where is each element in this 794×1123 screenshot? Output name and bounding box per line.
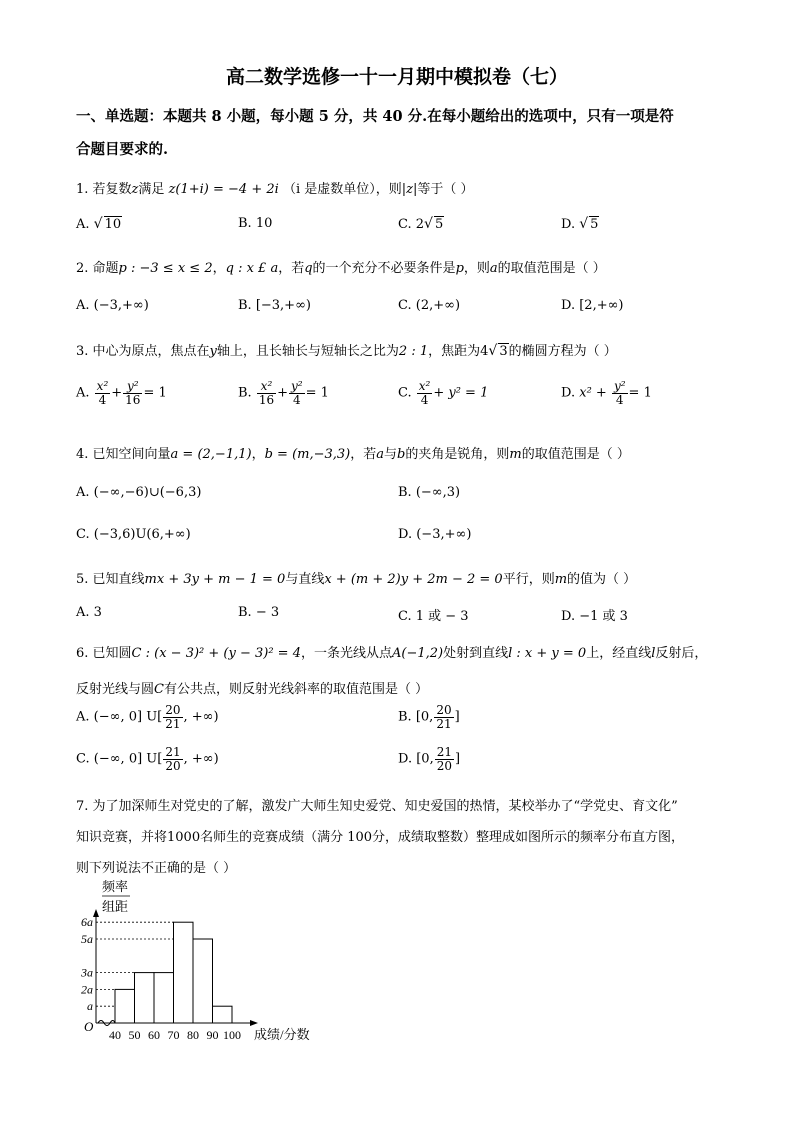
x-tick-label: 70 <box>167 1028 180 1042</box>
q5-option-c[interactable]: C. 1 或 − 3 <box>398 609 469 624</box>
question-7-line3: 则下列说法不正确的是（ ） <box>76 861 237 876</box>
x-tick-label: 80 <box>187 1028 199 1042</box>
x-axis-arrow <box>250 1020 258 1026</box>
x-tick-label: 40 <box>109 1028 121 1042</box>
section-heading-line1: 一、单选题：本题共 8 小题，每小题 5 分，共 40 分.在每小题给出的选项中，只有一项是符 <box>76 108 674 125</box>
origin-label: O <box>84 1019 94 1034</box>
q3-option-c[interactable]: C. $\frac{\text{x²}}{4}$ + y² = 1 <box>398 379 489 407</box>
histogram-bar <box>174 922 194 1023</box>
histogram-bar <box>135 973 155 1023</box>
x-axis-label: 成绩/分数 <box>254 1027 310 1042</box>
y-tick-label: 6a <box>81 915 93 930</box>
q5-option-d[interactable]: D. −1 或 3 <box>561 609 628 624</box>
q2-option-d[interactable]: D. [2,+∞) <box>561 298 624 313</box>
histogram-bar <box>213 1006 233 1023</box>
q3-option-a[interactable]: A. $\frac{\text{x²}}{4}$ + $\frac{\text{y²}}{16}$ = 1 <box>76 379 167 407</box>
q4-option-b[interactable]: B. (−∞,3) <box>398 485 461 500</box>
q6-option-c[interactable]: C. (−∞, 0] U[ $\frac{21}{20}$ , +∞) <box>76 745 219 773</box>
q2-option-b[interactable]: B. [−3,+∞) <box>238 298 311 313</box>
q2-option-a[interactable]: A. (−3,+∞) <box>76 298 149 313</box>
question-6-line2: 反射光线与圆C有公共点，则反射光线斜率的取值范围是（ ） <box>76 682 429 697</box>
question-2: 2. 命题p : −3 ≤ x ≤ 2，q : x £ a，若q的一个充分不必要条件是p，则a的取值范围是（ ） <box>76 261 606 276</box>
question-5: 5. 已知直线mx + 3y + m − 1 = 0与直线x + (m + 2)y + 2m − 2 = 0平行，则m的值为（ ） <box>76 572 637 587</box>
histogram-bar <box>154 973 174 1023</box>
histogram-bar <box>193 939 213 1023</box>
question-3: 3. 中心为原点，焦点在y轴上，且长轴长与短轴长之比为2 : 1，焦距为4√ 3的椭圆方程为（ ） <box>76 343 617 359</box>
q2-option-c[interactable]: C. (2,+∞) <box>398 298 461 313</box>
q1-option-b[interactable]: B. 10 <box>238 216 273 231</box>
q4-option-c[interactable]: C. (−3,6)U(6,+∞) <box>76 527 191 542</box>
question-4: 4. 已知空间向量a = (2,−1,1)，b = (m,−3,3)，若a与b的夹角是锐角，则m的取值范围是（ ） <box>76 447 630 462</box>
section-heading-line2: 合题目要求的. <box>76 141 169 158</box>
question-1: 1. 若复数z满足 z(1+i) = −4 + 2i （i 是虚数单位），则|z|等于（ ） <box>76 182 474 197</box>
y-label-bottom: 组距 <box>102 899 129 914</box>
y-label-top: 频率 <box>102 879 129 894</box>
q4-option-a[interactable]: A. (−∞,−6)∪(−6,3) <box>76 485 202 500</box>
q6-option-a[interactable]: A. (−∞, 0] U[ $\frac{20}{21}$ , +∞) <box>76 703 219 731</box>
q4-option-d[interactable]: D. (−3,+∞) <box>398 527 472 542</box>
q1-option-a[interactable]: A. √ 10 <box>76 216 122 232</box>
y-tick-label: a <box>87 999 93 1014</box>
x-tick-label: 60 <box>148 1028 160 1042</box>
frequency-histogram <box>70 875 340 1050</box>
y-tick-label: 2a <box>81 982 93 997</box>
y-axis-arrow <box>93 909 99 917</box>
question-7-line2: 知识竞赛，并将1000名师生的竞赛成绩（满分 100分，成绩取整数）整理成如图所示的频率分布直方图， <box>76 830 685 845</box>
q1-option-d[interactable]: D. √ 5 <box>561 216 599 232</box>
histogram-bar <box>115 989 135 1023</box>
q3-option-b[interactable]: B. $\frac{\text{x²}}{16}$ + $\frac{\text{y²}}{4}$ = 1 <box>238 379 329 407</box>
q6-option-d[interactable]: D. [0, $\frac{21}{20}$ ] <box>398 745 461 773</box>
y-tick-label: 5a <box>81 932 93 946</box>
q3-option-d[interactable]: D. x² + $\frac{\text{y²}}{4}$ = 1 <box>561 379 652 407</box>
x-tick-label: 50 <box>128 1028 141 1042</box>
chart-layer <box>80 909 310 1042</box>
y-tick-label: 3a <box>81 965 93 980</box>
question-6-line1: 6. 已知圆C : (x − 3)² + (y − 3)² = 4，一条光线从点A(−1,2)处射到直线l : x + y = 0上，经直线l反射后， <box>76 646 708 661</box>
x-tick-label: 90 <box>206 1028 219 1042</box>
q5-option-b[interactable]: B. − 3 <box>238 605 280 620</box>
question-7-line1: 7. 为了加深师生对党史的了解，激发广大师生知史爱党、知史爱国的热情，某校举办了“学党史、育文化” <box>76 799 678 814</box>
q5-option-a[interactable]: A. 3 <box>76 605 102 620</box>
page-title: 高二数学选修一十一月期中模拟卷（七） <box>225 66 568 88</box>
q6-option-b[interactable]: B. [0, $\frac{20}{21}$ ] <box>398 703 460 731</box>
q1-option-c[interactable]: C. 2√ 5 <box>398 216 444 232</box>
x-tick-label: 100 <box>223 1028 241 1042</box>
